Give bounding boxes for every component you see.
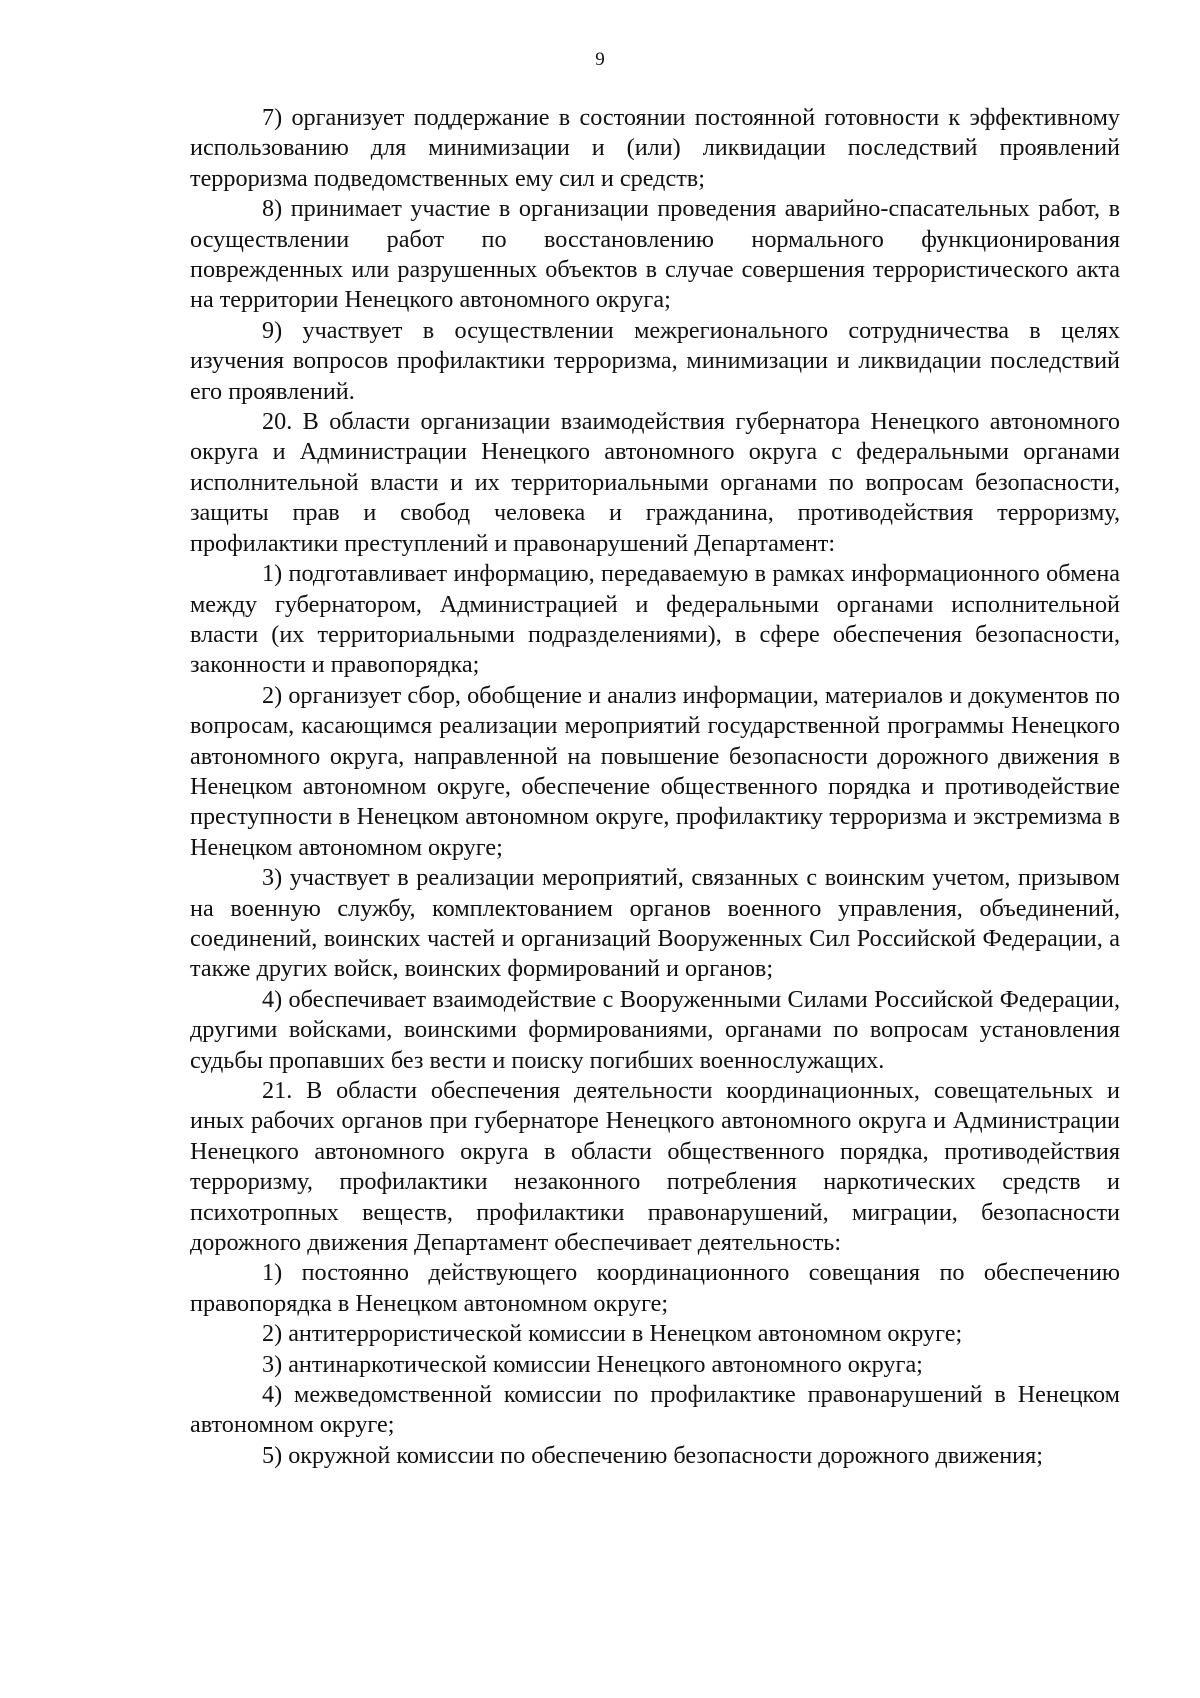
- paragraph: 1) подготавливает информацию, передаваемую в рамках информационного обмена между губернатором, Администрацией и федеральными органами исполнительной власти (их территориальными подразделениями), в сфере обеспечения безопасности, законности и правопорядка;: [190, 560, 1120, 679]
- paragraph: 20. В области организации взаимодействия губернатора Ненецкого автономного округа и Администрации Ненецкого автономного округа с федеральными органами исполнительной власти и их территориальными органами по вопросам безопасности, защиты прав и свобод человека и гражданина, противодействия терроризму, профилактики преступлений и правонарушений Департамент:: [190, 408, 1120, 557]
- paragraph: 5) окружной комиссии по обеспечению безопасности дорожного движения;: [262, 1441, 1043, 1469]
- paragraph: 2) организует сбор, обобщение и анализ информации, материалов и документов по вопросам, касающимся реализации мероприятий государственной программы Ненецкого автономного округа, направленной на повышение безопасности дорожного движения в Ненецком автономном округе, обеспечение общественного порядка и противодействие преступности в Ненецком автономном округе, профилактику терроризма и экстремизма в Ненецком автономном округе;: [190, 681, 1120, 861]
- document-body: [190, 103, 1120, 1471]
- paragraph: 1) постоянно действующего координационного совещания по обеспечению правопорядка в Ненецком автономном округе;: [190, 1259, 1120, 1317]
- paragraph: 3) участвует в реализации мероприятий, связанных с воинским учетом, призывом на военную службу, комплектованием органов военного управления, объединений, соединений, воинских частей и организаций Вооруженных Сил Российской Федерации, а также других войск, воинских формирований и органов;: [190, 864, 1120, 983]
- paragraph: 21. В области обеспечения деятельности координационных, совещательных и иных рабочих органов при губернаторе Ненецкого автономного округа и Администрации Ненецкого автономного округа в области общественного порядка, противодействия терроризму, профилактики незаконного потребления наркотических средств и психотропных веществ, профилактики правонарушений, миграции, безопасности дорожного движения Департамент обеспечивает деятельность:: [190, 1077, 1120, 1257]
- paragraph: 9) участвует в осуществлении межрегионального сотрудничества в целях изучения вопросов профилактики терроризма, минимизации и ликвидации последствий его проявлений.: [190, 316, 1120, 405]
- paragraph: 8) принимает участие в организации проведения аварийно-спасательных работ, в осуществлении работ по восстановлению нормального функционирования поврежденных или разрушенных объектов в случае совершения террористического акта на территории Ненецкого автономного округа;: [190, 195, 1120, 314]
- paragraph: 3) антинаркотической комиссии Ненецкого автономного округа;: [262, 1350, 923, 1378]
- paragraph: 4) обеспечивает взаимодействие с Вооруженными Силами Российской Федерации, другими войсками, воинскими формированиями, органами по вопросам установления судьбы пропавших без вести и поиску погибших военнослужащих.: [190, 985, 1120, 1074]
- paragraph: 2) антитеррористической комиссии в Ненецком автономном округе;: [262, 1320, 963, 1348]
- paragraph: 7) организует поддержание в состоянии постоянной готовности к эффективному использованию для минимизации и (или) ликвидации последствий проявлений терроризма подведомственных ему сил и средств;: [190, 104, 1120, 192]
- paragraph: 4) межведомственной комиссии по профилактике правонарушений в Ненецком автономном округе;: [190, 1381, 1120, 1439]
- page-number: 9: [595, 49, 605, 70]
